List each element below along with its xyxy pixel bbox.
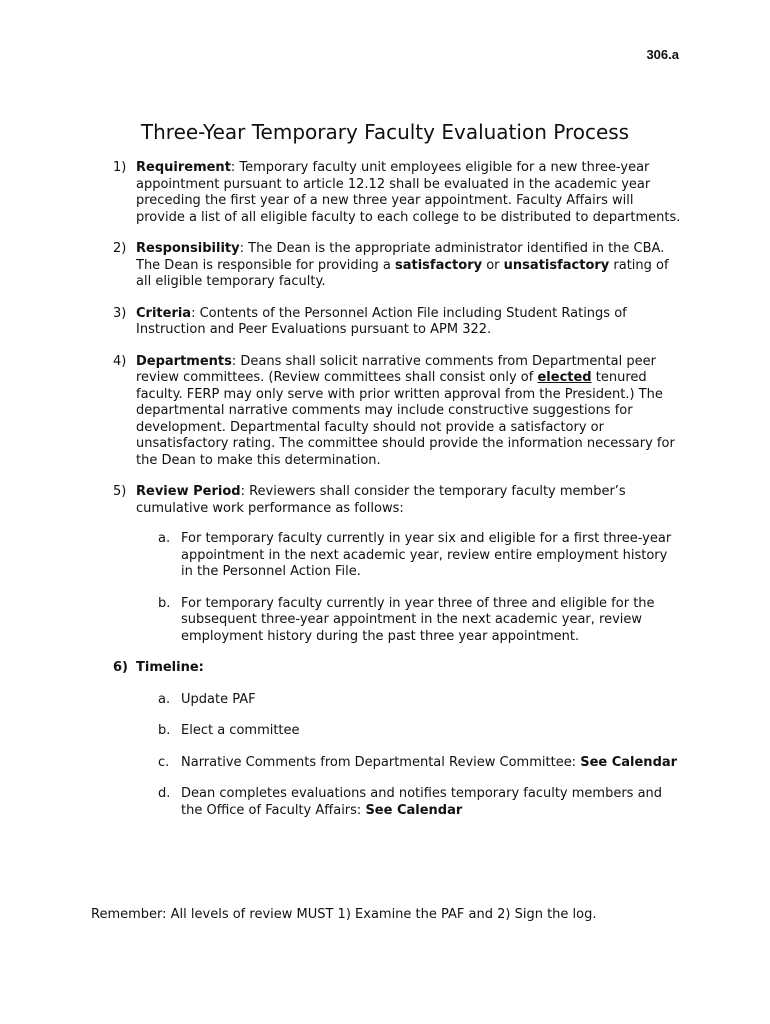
sub-item-letter: b. [158, 723, 171, 738]
list-item-requirement [113, 160, 683, 226]
item-number: 3) [113, 305, 127, 321]
sub-item-text: Narrative Comments from Departmental Review Committee: [181, 754, 581, 770]
item-number: 1) [113, 160, 127, 175]
sub-item-letter: a. [158, 691, 171, 707]
sub-item-text: Dean completes evaluations and notifies temporary faculty members and the Office of Faculty Affairs: [181, 786, 663, 818]
sub-item-letter: d. [158, 786, 171, 801]
sub-item-text: Elect a committee [181, 723, 300, 738]
document-body [113, 160, 683, 819]
item-text: tenured faculty. FERP may only serve with prior written approval from the President.) The departmental narrative comments may include constructive suggestions for development. Departmental faculty should not provide a satisfactory or unsatisfactory rating. The committee should provide the information necessary for the Dean to make this determination. [136, 370, 675, 468]
emphasis-elected: elected [537, 370, 592, 385]
sub-item [113, 786, 683, 819]
sub-item [113, 692, 683, 709]
see-calendar: See Calendar [580, 754, 678, 770]
item-heading: Criteria [136, 305, 192, 321]
sub-item-letter: a. [158, 531, 171, 546]
item-text: : Temporary faculty unit employees eligible for a new three-year appointment pursuant to article 12.12 shall be evaluated in the academic year preceding the first year of a new three year appointment. Faculty Affairs will provide a list of all eligible faculty to each college to be distributed to departments. [136, 160, 681, 225]
list-item-responsibility [113, 241, 683, 291]
list-item-criteria [113, 306, 683, 339]
sub-item-text: For temporary faculty currently in year three of three and eligible for the subsequent three-year appointment in the next academic year, review employment history during the past three year appointment. [181, 595, 655, 644]
see-calendar: See Calendar [365, 802, 463, 818]
list-item-departments [113, 354, 683, 470]
sub-item-text: Update PAF [181, 691, 256, 707]
item-number: 6) [113, 660, 128, 675]
sub-item [113, 723, 683, 740]
item-heading: Requirement [136, 160, 231, 175]
item-heading: Review Period [136, 484, 241, 499]
remember-note: Remember: All levels of review MUST 1) Examine the PAF and 2) Sign the log. [91, 907, 597, 922]
item-heading: Responsibility [136, 241, 240, 256]
page-number: 306.a [646, 47, 679, 62]
item-number: 5) [113, 484, 127, 499]
document-title: Three-Year Temporary Faculty Evaluation Process [140, 120, 630, 144]
item-number: 2) [113, 241, 127, 256]
item-text: rating of all eligible temporary faculty. [136, 257, 669, 289]
item-text: : The Dean is the appropriate administrator identified in the CBA. The Dean is responsible for providing a [136, 241, 665, 273]
emphasis-satisfactory: satisfactory [395, 257, 483, 273]
sub-item [113, 596, 683, 646]
item-text: : Deans shall solicit narrative comments from Departmental peer review committees. (Review committees shall consist only of [136, 353, 656, 385]
item-text: : Contents of the Personnel Action File including Student Ratings of Instruction and Peer Evaluations pursuant to APM 322. [136, 305, 627, 337]
sub-item-letter: b. [158, 595, 171, 611]
list-item-review-period [113, 484, 683, 517]
sub-item-letter: c. [158, 754, 170, 770]
emphasis-unsatisfactory: unsatisfactory [503, 257, 610, 273]
list-item-timeline [113, 660, 683, 677]
sub-item-text: For temporary faculty currently in year six and eligible for a first three-year appointment in the next academic year, review entire employment history in the Personnel Action File. [181, 531, 672, 579]
sub-item [113, 531, 683, 581]
item-text: or [482, 257, 504, 273]
sub-item [113, 755, 683, 772]
item-number: 4) [113, 353, 127, 369]
item-heading: Departments [136, 353, 232, 369]
item-heading: Timeline: [136, 660, 204, 675]
item-text: : Reviewers shall consider the temporary faculty member’s cumulative work performance as follows: [136, 484, 626, 516]
